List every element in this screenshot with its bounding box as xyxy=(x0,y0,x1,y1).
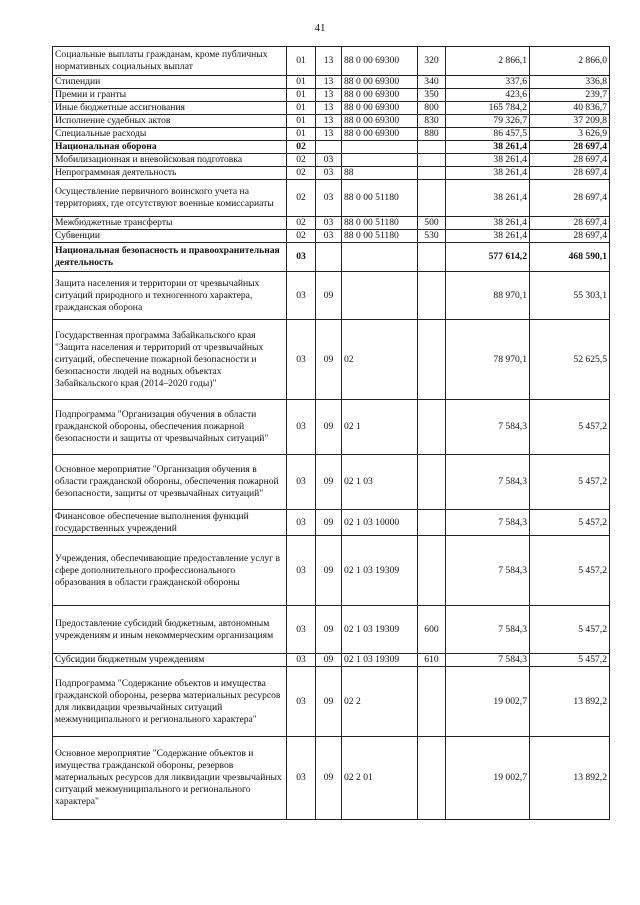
row-section: 02 xyxy=(287,230,316,243)
row-amount-planned: 7 584,3 xyxy=(446,536,530,606)
row-amount-executed: 336,8 xyxy=(530,76,610,89)
row-name: Специальные расходы xyxy=(53,128,287,141)
table-row xyxy=(53,606,610,654)
row-amount-planned: 19 002,7 xyxy=(446,667,530,737)
row-amount-planned: 38 261,4 xyxy=(446,154,530,167)
row-expense-type xyxy=(418,536,446,606)
row-target-article: 88 0 00 51180 xyxy=(342,180,418,217)
row-amount-planned: 7 584,3 xyxy=(446,654,530,667)
row-amount-executed: 37 209,8 xyxy=(530,115,610,128)
row-expense-type: 530 xyxy=(418,230,446,243)
row-subsection: 09 xyxy=(316,455,342,510)
table-row xyxy=(53,272,610,320)
row-target-article: 88 0 00 69300 xyxy=(342,102,418,115)
row-expense-type: 340 xyxy=(418,76,446,89)
row-expense-type xyxy=(418,455,446,510)
row-name: Исполнение судебных актов xyxy=(53,115,287,128)
row-name: Осуществление первичного воинского учета на территориях, где отсутствуют военные комиссариаты xyxy=(53,180,287,217)
row-section: 02 xyxy=(287,180,316,217)
row-subsection xyxy=(316,141,342,154)
row-subsection: 03 xyxy=(316,230,342,243)
row-subsection: 13 xyxy=(316,115,342,128)
row-target-article: 02 2 01 xyxy=(342,737,418,820)
row-amount-executed: 28 697,4 xyxy=(530,230,610,243)
row-target-article: 88 0 00 69300 xyxy=(342,76,418,89)
table-row xyxy=(53,102,610,115)
row-amount-planned: 86 457,5 xyxy=(446,128,530,141)
row-amount-executed: 5 457,2 xyxy=(530,510,610,536)
row-subsection: 09 xyxy=(316,320,342,400)
row-amount-planned: 38 261,4 xyxy=(446,180,530,217)
row-amount-executed: 468 590,1 xyxy=(530,243,610,272)
row-name: Подпрограмма "Организация обучения в области гражданской обороны, обеспечения пожарной безопасности и защиты от чрезвычайных ситуаций" xyxy=(53,400,287,455)
table-row xyxy=(53,455,610,510)
row-subsection: 09 xyxy=(316,606,342,654)
row-amount-planned: 7 584,3 xyxy=(446,510,530,536)
row-subsection: 13 xyxy=(316,47,342,76)
table-row xyxy=(53,230,610,243)
row-section: 02 xyxy=(287,217,316,230)
row-section: 03 xyxy=(287,243,316,272)
row-section: 01 xyxy=(287,128,316,141)
row-name: Мобилизационная и вневойсковая подготовка xyxy=(53,154,287,167)
row-target-article: 02 1 03 10000 xyxy=(342,510,418,536)
row-amount-executed: 28 697,4 xyxy=(530,180,610,217)
row-subsection: 09 xyxy=(316,400,342,455)
row-amount-planned: 78 970,1 xyxy=(446,320,530,400)
row-amount-executed: 5 457,2 xyxy=(530,400,610,455)
row-section: 02 xyxy=(287,141,316,154)
row-expense-type xyxy=(418,272,446,320)
table-row xyxy=(53,128,610,141)
row-subsection: 09 xyxy=(316,272,342,320)
row-expense-type xyxy=(418,510,446,536)
row-name: Стипендии xyxy=(53,76,287,89)
row-subsection xyxy=(316,243,342,272)
row-target-article: 02 1 03 19309 xyxy=(342,536,418,606)
row-subsection: 09 xyxy=(316,510,342,536)
table-row xyxy=(53,737,610,820)
row-expense-type: 880 xyxy=(418,128,446,141)
table-row xyxy=(53,510,610,536)
row-target-article xyxy=(342,141,418,154)
table-row xyxy=(53,536,610,606)
row-section: 01 xyxy=(287,115,316,128)
row-target-article: 02 1 xyxy=(342,400,418,455)
row-target-article: 02 1 03 19309 xyxy=(342,606,418,654)
row-amount-executed: 5 457,2 xyxy=(530,455,610,510)
table-row xyxy=(53,47,610,76)
row-subsection: 09 xyxy=(316,654,342,667)
row-expense-type: 800 xyxy=(418,102,446,115)
row-name: Предоставление субсидий бюджетным, автономным учреждениям и иным некоммерческим организациям xyxy=(53,606,287,654)
row-section: 03 xyxy=(287,536,316,606)
row-expense-type xyxy=(418,667,446,737)
row-amount-planned: 7 584,3 xyxy=(446,455,530,510)
row-amount-executed: 55 303,1 xyxy=(530,272,610,320)
row-amount-planned: 38 261,4 xyxy=(446,167,530,180)
table-row xyxy=(53,76,610,89)
row-section: 02 xyxy=(287,167,316,180)
row-target-article: 88 0 00 51180 xyxy=(342,230,418,243)
row-amount-planned: 38 261,4 xyxy=(446,141,530,154)
row-name: Национальная оборона xyxy=(53,141,287,154)
row-subsection: 03 xyxy=(316,180,342,217)
row-target-article: 02 1 03 xyxy=(342,455,418,510)
table-row xyxy=(53,115,610,128)
row-amount-executed: 28 697,4 xyxy=(530,154,610,167)
row-amount-executed: 52 625,5 xyxy=(530,320,610,400)
row-expense-type: 600 xyxy=(418,606,446,654)
row-expense-type: 830 xyxy=(418,115,446,128)
row-amount-executed: 28 697,4 xyxy=(530,167,610,180)
row-name: Социальные выплаты гражданам, кроме публичных нормативных социальных выплат xyxy=(53,47,287,76)
row-expense-type: 500 xyxy=(418,217,446,230)
row-amount-planned: 7 584,3 xyxy=(446,606,530,654)
table-row xyxy=(53,667,610,737)
row-target-article xyxy=(342,243,418,272)
row-amount-executed: 239,7 xyxy=(530,89,610,102)
table-row xyxy=(53,217,610,230)
row-target-article: 88 0 00 69300 xyxy=(342,47,418,76)
row-subsection: 09 xyxy=(316,737,342,820)
row-expense-type: 320 xyxy=(418,47,446,76)
table-row xyxy=(53,167,610,180)
row-subsection: 09 xyxy=(316,667,342,737)
row-target-article: 02 xyxy=(342,320,418,400)
row-amount-planned: 88 970,1 xyxy=(446,272,530,320)
row-expense-type xyxy=(418,737,446,820)
row-section: 01 xyxy=(287,102,316,115)
row-section: 03 xyxy=(287,667,316,737)
row-name: Иные бюджетные ассигнования xyxy=(53,102,287,115)
row-amount-executed: 5 457,2 xyxy=(530,606,610,654)
row-amount-planned: 2 866,1 xyxy=(446,47,530,76)
row-expense-type xyxy=(418,141,446,154)
row-name: Основное мероприятие "Содержание объектов и имущества гражданской обороны, резервов материальных ресурсов для ликвидации чрезвычайных ситуаций межмуниципального и регионального характера" xyxy=(53,737,287,820)
row-expense-type xyxy=(418,400,446,455)
row-expense-type: 350 xyxy=(418,89,446,102)
row-target-article xyxy=(342,154,418,167)
table-row xyxy=(53,89,610,102)
row-subsection: 03 xyxy=(316,217,342,230)
row-name: Премии и гранты xyxy=(53,89,287,102)
row-amount-planned: 38 261,4 xyxy=(446,217,530,230)
row-amount-planned: 19 002,7 xyxy=(446,737,530,820)
row-target-article: 88 xyxy=(342,167,418,180)
row-expense-type xyxy=(418,167,446,180)
row-target-article: 88 0 00 69300 xyxy=(342,128,418,141)
table-row xyxy=(53,400,610,455)
row-section: 01 xyxy=(287,47,316,76)
row-amount-planned: 7 584,3 xyxy=(446,400,530,455)
row-section: 03 xyxy=(287,737,316,820)
row-amount-executed: 5 457,2 xyxy=(530,654,610,667)
row-section: 03 xyxy=(287,272,316,320)
row-amount-planned: 165 784,2 xyxy=(446,102,530,115)
row-section: 01 xyxy=(287,89,316,102)
row-target-article: 88 0 00 69300 xyxy=(342,115,418,128)
row-expense-type xyxy=(418,243,446,272)
budget-table xyxy=(52,46,610,820)
row-amount-planned: 423,6 xyxy=(446,89,530,102)
row-name: Межбюджетные трансферты xyxy=(53,217,287,230)
row-target-article: 88 0 00 69300 xyxy=(342,89,418,102)
table-row xyxy=(53,243,610,272)
page-number: 41 xyxy=(314,22,326,34)
row-name: Основное мероприятие "Организация обучения в области гражданской обороны, обеспечения пожарной безопасности, защиты от чрезвычайных ситуаций" xyxy=(53,455,287,510)
row-amount-executed: 40 836,7 xyxy=(530,102,610,115)
table-row xyxy=(53,320,610,400)
row-amount-executed: 3 626,9 xyxy=(530,128,610,141)
row-section: 03 xyxy=(287,606,316,654)
row-name: Национальная безопасность и правоохранительная деятельность xyxy=(53,243,287,272)
row-target-article: 88 0 00 51180 xyxy=(342,217,418,230)
row-name: Подпрограмма "Содержание объектов и имущества гражданской обороны, резерва материальных ресурсов для ликвидации чрезвычайных ситуаций межмуниципального и регионального характера" xyxy=(53,667,287,737)
row-name: Учреждения, обеспечивающие предоставление услуг в сфере дополнительного профессионального образования в области гражданской обороны xyxy=(53,536,287,606)
row-section: 03 xyxy=(287,510,316,536)
row-expense-type xyxy=(418,320,446,400)
row-section: 03 xyxy=(287,400,316,455)
row-amount-planned: 38 261,4 xyxy=(446,230,530,243)
row-subsection: 13 xyxy=(316,76,342,89)
table-row xyxy=(53,654,610,667)
row-name: Государственная программа Забайкальского края "Защита населения и территорий от чрезвычайных ситуаций, обеспечение пожарной безопасности и безопасности людей на водных объектах Забайкальского края (2014–2020 годы)" xyxy=(53,320,287,400)
row-name: Непрограммная деятельность xyxy=(53,167,287,180)
row-target-article: 02 1 03 19309 xyxy=(342,654,418,667)
row-subsection: 09 xyxy=(316,536,342,606)
table-row xyxy=(53,154,610,167)
row-expense-type: 610 xyxy=(418,654,446,667)
row-section: 03 xyxy=(287,455,316,510)
row-amount-planned: 337,6 xyxy=(446,76,530,89)
row-expense-type xyxy=(418,180,446,217)
row-name: Защита населения и территории от чрезвычайных ситуаций природного и техногенного характера, гражданская оборона xyxy=(53,272,287,320)
row-section: 02 xyxy=(287,154,316,167)
row-amount-executed: 28 697,4 xyxy=(530,141,610,154)
row-subsection: 13 xyxy=(316,128,342,141)
table-row xyxy=(53,141,610,154)
row-amount-executed: 5 457,2 xyxy=(530,536,610,606)
row-amount-executed: 2 866,0 xyxy=(530,47,610,76)
row-amount-executed: 28 697,4 xyxy=(530,217,610,230)
row-amount-planned: 79 326,7 xyxy=(446,115,530,128)
row-subsection: 03 xyxy=(316,154,342,167)
row-section: 01 xyxy=(287,76,316,89)
row-expense-type xyxy=(418,154,446,167)
table-row xyxy=(53,180,610,217)
row-subsection: 03 xyxy=(316,167,342,180)
row-target-article: 02 2 xyxy=(342,667,418,737)
row-target-article xyxy=(342,272,418,320)
row-name: Субсидии бюджетным учреждениям xyxy=(53,654,287,667)
row-section: 03 xyxy=(287,654,316,667)
row-name: Субвенции xyxy=(53,230,287,243)
row-subsection: 13 xyxy=(316,89,342,102)
row-amount-planned: 577 614,2 xyxy=(446,243,530,272)
row-name: Финансовое обеспечение выполнения функций государственных учреждений xyxy=(53,510,287,536)
row-subsection: 13 xyxy=(316,102,342,115)
row-amount-executed: 13 892,2 xyxy=(530,667,610,737)
row-section: 03 xyxy=(287,320,316,400)
row-amount-executed: 13 892,2 xyxy=(530,737,610,820)
